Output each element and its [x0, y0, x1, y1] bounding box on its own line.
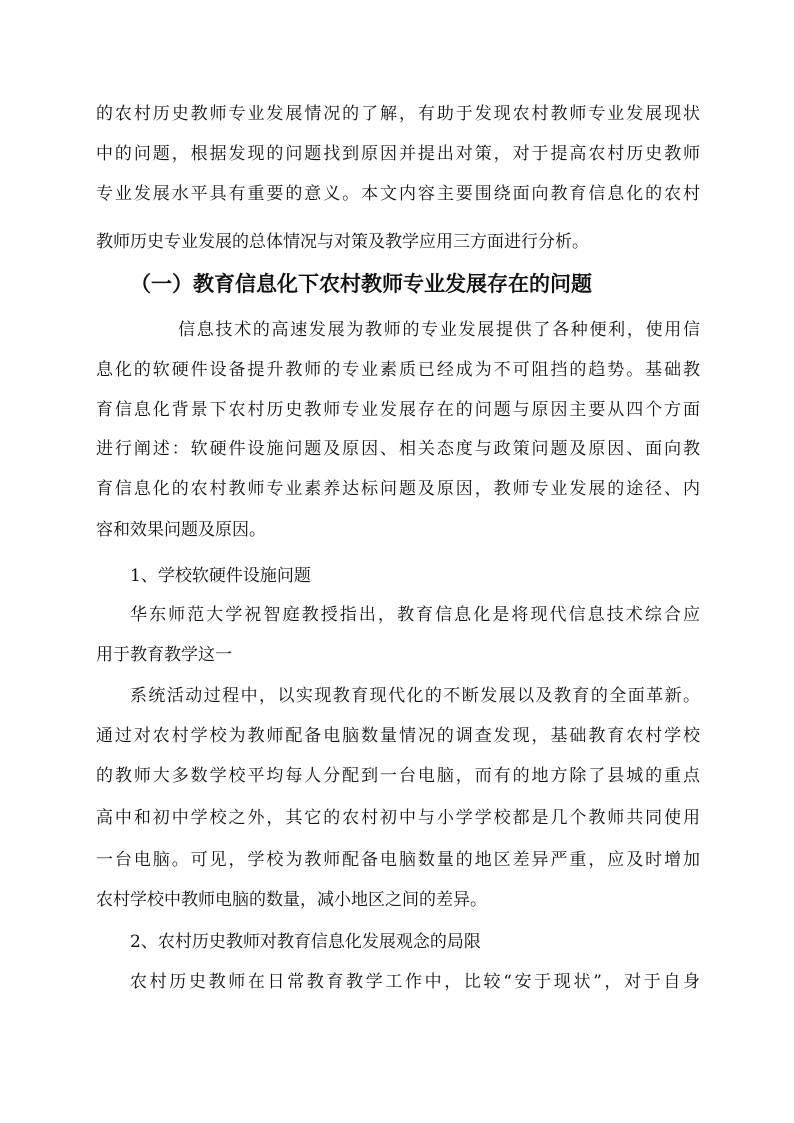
intro-line: 教师历史专业发展的总体情况与对策及教学应用三方面进行分析。: [96, 232, 589, 252]
subheading: 1、学校软硬件设施问题: [130, 566, 311, 586]
subheading: 2、农村历史教师对教育信息化发展观念的局限: [130, 932, 481, 952]
paragraph-line: 的教师大多数学校平均每人分配到一台电脑，而有的地方除了县城的重点: [96, 766, 700, 786]
paragraph-line: 进行阐述：软硬件设施问题及原因、相关态度与政策问题及原因、面向教: [96, 439, 700, 459]
paragraph-line: 一台电脑。可见，学校为教师配备电脑数量的地区差异严重，应及时增加: [96, 850, 700, 870]
paragraph-line: 用于教育教学这一: [96, 645, 232, 665]
paragraph-line: 育信息化背景下农村历史教师专业发展存在的问题与原因主要从四个方面: [96, 400, 700, 420]
paragraph-line: 通过对农村学校为教师配备电脑数量情况的调查发现，基础教育农村学校: [96, 726, 700, 746]
paragraph-line: 农村历史教师在日常教育教学工作中，比较“安于现状”，对于自身: [130, 972, 700, 992]
paragraph-line: 容和效果问题及原因。: [96, 520, 266, 540]
intro-line: 中的问题，根据发现的问题找到原因并提出对策，对于提高农村历史教师: [96, 144, 700, 164]
paragraph-line: 高中和初中学校之外，其它的农村初中与小学学校都是几个教师共同使用: [96, 808, 700, 828]
section-heading: （一）教育信息化下农村教师专业发展存在的问题: [130, 272, 592, 296]
paragraph-line: 息化的软硬件设备提升教师的专业素质已经成为不可阻挡的趋势。基础教: [96, 360, 700, 380]
intro-line: 专业发展水平具有重要的意义。本文内容主要围绕面向教育信息化的农村: [96, 184, 700, 204]
intro-line: 的农村历史教师专业发展情况的了解，有助于发现农村教师专业发展现状: [96, 104, 700, 124]
paragraph-line: 农村学校中教师电脑的数量，减小地区之间的差异。: [96, 890, 487, 910]
paragraph-line: 华东师范大学祝智庭教授指出，教育信息化是将现代信息技术综合应: [130, 605, 700, 625]
paragraph-line: 育信息化的农村教师专业素养达标问题及原因，教师专业发展的途径、内: [96, 479, 700, 499]
paragraph-line: 系统活动过程中，以实现教育现代化的不断发展以及教育的全面革新。: [130, 686, 700, 706]
paragraph-line: 信息技术的高速发展为教师的专业发展提供了各种便利，使用信: [178, 320, 700, 340]
